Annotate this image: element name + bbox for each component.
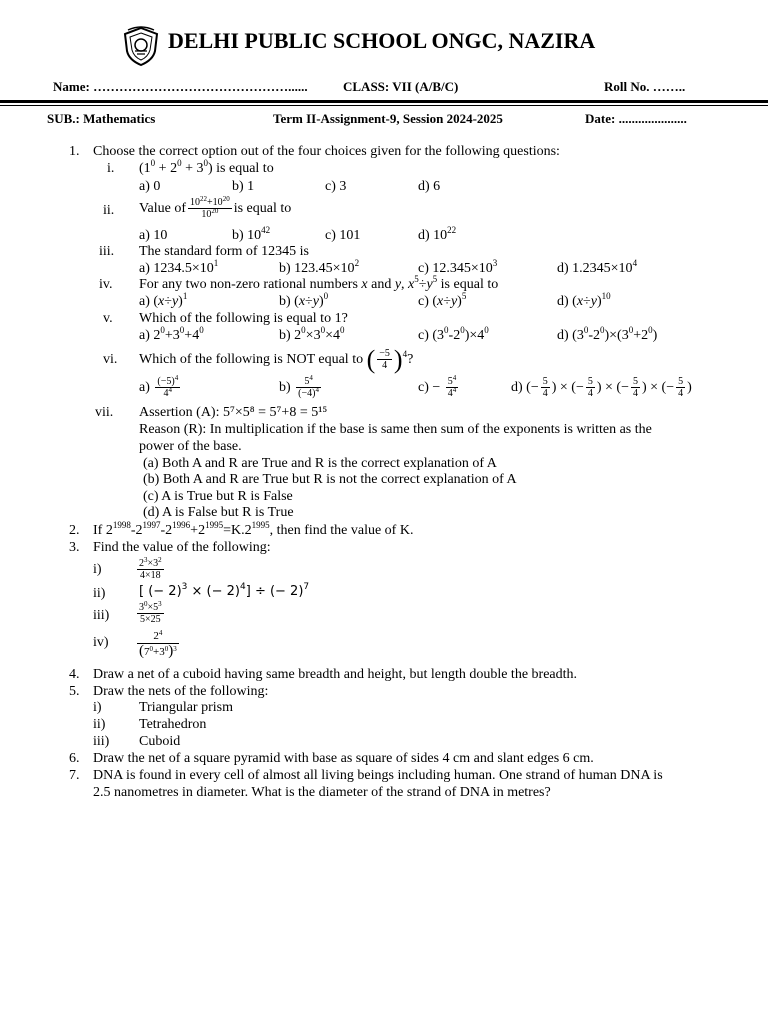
q1-vii-reason-line2: power of the base. (139, 439, 242, 454)
q1-vi-option-d: d) (− $\frac{5}{4}$ ) × (− $\frac{5}{4}$ ) × (− $\frac{5}{4}$ ) × (− $\frac{5}{4}$ ) (511, 376, 692, 400)
q1-i-number: i. (107, 161, 115, 176)
header-divider-thin (0, 105, 768, 106)
header-divider-thick (0, 100, 768, 103)
q1-i-option-d: d) 6 (418, 179, 441, 194)
q5-item-number: ii) (93, 717, 106, 732)
q1-iii-option-c: c) $12.345\times 10^3$ (418, 258, 498, 276)
q1-ii-option-a: a) 10 (139, 228, 168, 243)
q2-text: If $2^{1998}-2^{1997}-2^{1996}+2^{1995}=K.2^{1995}$, then find the value of K. (93, 520, 414, 538)
q3-iii-expression: $\frac{3^0\times 5^3}{5\times 25}$ (139, 600, 162, 626)
q1-iv-option-c: c) $(x\div y)^5$ (418, 291, 467, 309)
q1-v-option-a: a) $2^0+3^0+4^0$ (139, 325, 204, 343)
q1-i-option-b: b) 1 (232, 179, 255, 194)
q1-ii-option-d: d) $10^{22}$ (418, 225, 457, 243)
school-logo (120, 25, 162, 67)
q1-vii-option-b: (b) Both A and R are True but R is not the correct explanation of A (143, 472, 517, 487)
q3-ii-expression: [ (− 2)$^3$ × (− 2)$^4$] ÷ (− 2)$^7$ (139, 582, 310, 599)
q1-ii-number: ii. (103, 203, 115, 218)
q1-iii-option-a: a) $1234.5\times 10^1$ (139, 258, 219, 276)
q5-item-text: Cuboid (139, 734, 181, 749)
q6-text: Draw the net of a square pyramid with base as square of sides 4 cm and slant edges 6 cm. (93, 751, 594, 766)
q5-number: 5. (69, 684, 80, 699)
q1-vii-option-d: (d) A is False but R is True (143, 505, 294, 520)
q1-vii-number: vii. (95, 405, 114, 420)
q3-number: 3. (69, 540, 80, 555)
q1-ii-question (139, 194, 291, 224)
q1-vii-option-a: (a) Both A and R are True and R is the correct explanation of A (143, 456, 497, 471)
q1-vi-option-c: c) − $\frac{5^4}{4^4}$ (418, 374, 457, 400)
q1-i-option-a: a) 0 (139, 179, 161, 194)
q1-ii-option-c: c) 101 (325, 228, 361, 243)
q1-iv-option-d: d) $(x\div y)^{10}$ (557, 291, 611, 309)
q3-iii-number: iii) (93, 608, 110, 623)
name-field-label: Name: ………………………………………...... (53, 79, 308, 94)
q1-vi-text: Which of the following is NOT equal to (139, 352, 364, 367)
q1-vi-option-a: a) $\frac{(-5)^4}{4^4}$ (139, 374, 179, 400)
school-crest-icon (120, 25, 162, 67)
q7-text-line2: 2.5 nanometres in diameter. What is the diameter of the strand of DNA in metres? (93, 785, 551, 800)
q3-text: Find the value of the following: (93, 540, 271, 555)
q6-number: 6. (69, 751, 80, 766)
q1-vii-reason-line1: Reason (R): In multiplication if the base is same then sum of the exponents is written as the (139, 422, 652, 437)
q7-text-line1: DNA is found in every cell of almost all living beings including human. One strand of human DNA is (93, 768, 663, 783)
q1-ii-fraction: $\frac{10^{22}+10^{20}}{10^{20}}$ (190, 195, 230, 221)
q4-number: 4. (69, 667, 80, 682)
school-name: DELHI PUBLIC SCHOOL ONGC, NAZIRA (168, 28, 596, 53)
q1-iv-option-b: b) $(x\div y)^0$ (279, 291, 329, 309)
q1-iii-number: iii. (99, 244, 115, 259)
q1-vii-option-c: (c) A is True but R is False (143, 489, 293, 504)
q1-iii-question: The standard form of 12345 is (139, 244, 309, 259)
term-label: Term II-Assignment-9, Session 2024-2025 (273, 111, 503, 126)
q1-i-tail: is equal to (216, 161, 274, 176)
q1-v-number: v. (103, 311, 113, 326)
q5-item-number: iii) (93, 734, 110, 749)
q1-ii-tail: is equal to (233, 201, 292, 216)
q1-iv-option-a: a) $(x\div y)^1$ (139, 291, 188, 309)
q1-vi-number: vi. (103, 352, 118, 367)
q4-text: Draw a net of a cuboid having same breadth and height, but length double the breadth. (93, 667, 578, 682)
date-label: Date: ..................... (585, 111, 687, 126)
q1-text: Choose the correct option out of the four choices given for the following questions: (93, 144, 560, 159)
q1-iii-option-b: b) $123.45\times 10^2$ (279, 258, 360, 276)
q1-v-option-c: c) $(3^0-2^0)\times 4^0$ (418, 325, 489, 343)
q1-iv-text: For any two non-zero rational numbers (139, 277, 358, 292)
q1-i-question: $(1^0 + 2^0 + 3^0)$ is equal to (139, 158, 274, 176)
q3-i-number: i) (93, 562, 102, 577)
q1-i-option-c: c) 3 (325, 179, 347, 194)
q1-iii-option-d: d) $1.2345\times 10^4$ (557, 258, 638, 276)
q5-item-text: Tetrahedron (139, 717, 207, 732)
q5-item-text: Triangular prism (139, 700, 233, 715)
q1-ii-option-b: b) $10^{42}$ (232, 225, 271, 243)
q5-text: Draw the nets of the following: (93, 684, 269, 699)
q2-tail: , then find the value of K. (269, 523, 414, 538)
class-label: CLASS: VII (A/B/C) (343, 79, 459, 94)
q1-vi-option-b: b) $\frac{5^4}{(-4)^4}$ (279, 374, 319, 400)
q1-iv-question: For any two non-zero rational numbers x and y, $x^5\div y^5$ is equal to (139, 274, 499, 292)
subject-label: SUB.: Mathematics (47, 111, 156, 126)
q2-number: 2. (69, 523, 80, 538)
q1-ii-pre: Value of (139, 201, 187, 216)
q1-iv-tail: is equal to (440, 277, 499, 292)
q1-vi-question: Which of the following is NOT equal to ( $\frac{-5}{4}$ )$^4$? (139, 345, 414, 374)
q1-vii-assertion: Assertion (A): 5⁷×5⁸ = 5⁷+8 = 5¹⁵ (139, 405, 328, 420)
q1-v-option-b: b) $2^0\times 3^0\times 4^0$ (279, 325, 345, 343)
q1-v-option-d: d) $(3^0-2^0)\times(3^0+2^0)$ (557, 325, 658, 343)
q3-iv-number: iv) (93, 635, 109, 650)
q1-number: 1. (69, 144, 80, 159)
q1-iv-number: iv. (99, 277, 113, 292)
q5-item-number: i) (93, 700, 102, 715)
roll-number-label: Roll No. …….. (604, 79, 686, 94)
q3-ii-number: ii) (93, 586, 106, 601)
q7-number: 7. (69, 768, 80, 783)
q3-i-expression: $\frac{2^3\times 3^2}{4\times 18}$ (139, 556, 162, 582)
q1-v-question: Which of the following is equal to 1? (139, 311, 348, 326)
q3-iv-expression: $\frac{2^4}{(7^0+3^0)^3}$ (139, 628, 177, 659)
